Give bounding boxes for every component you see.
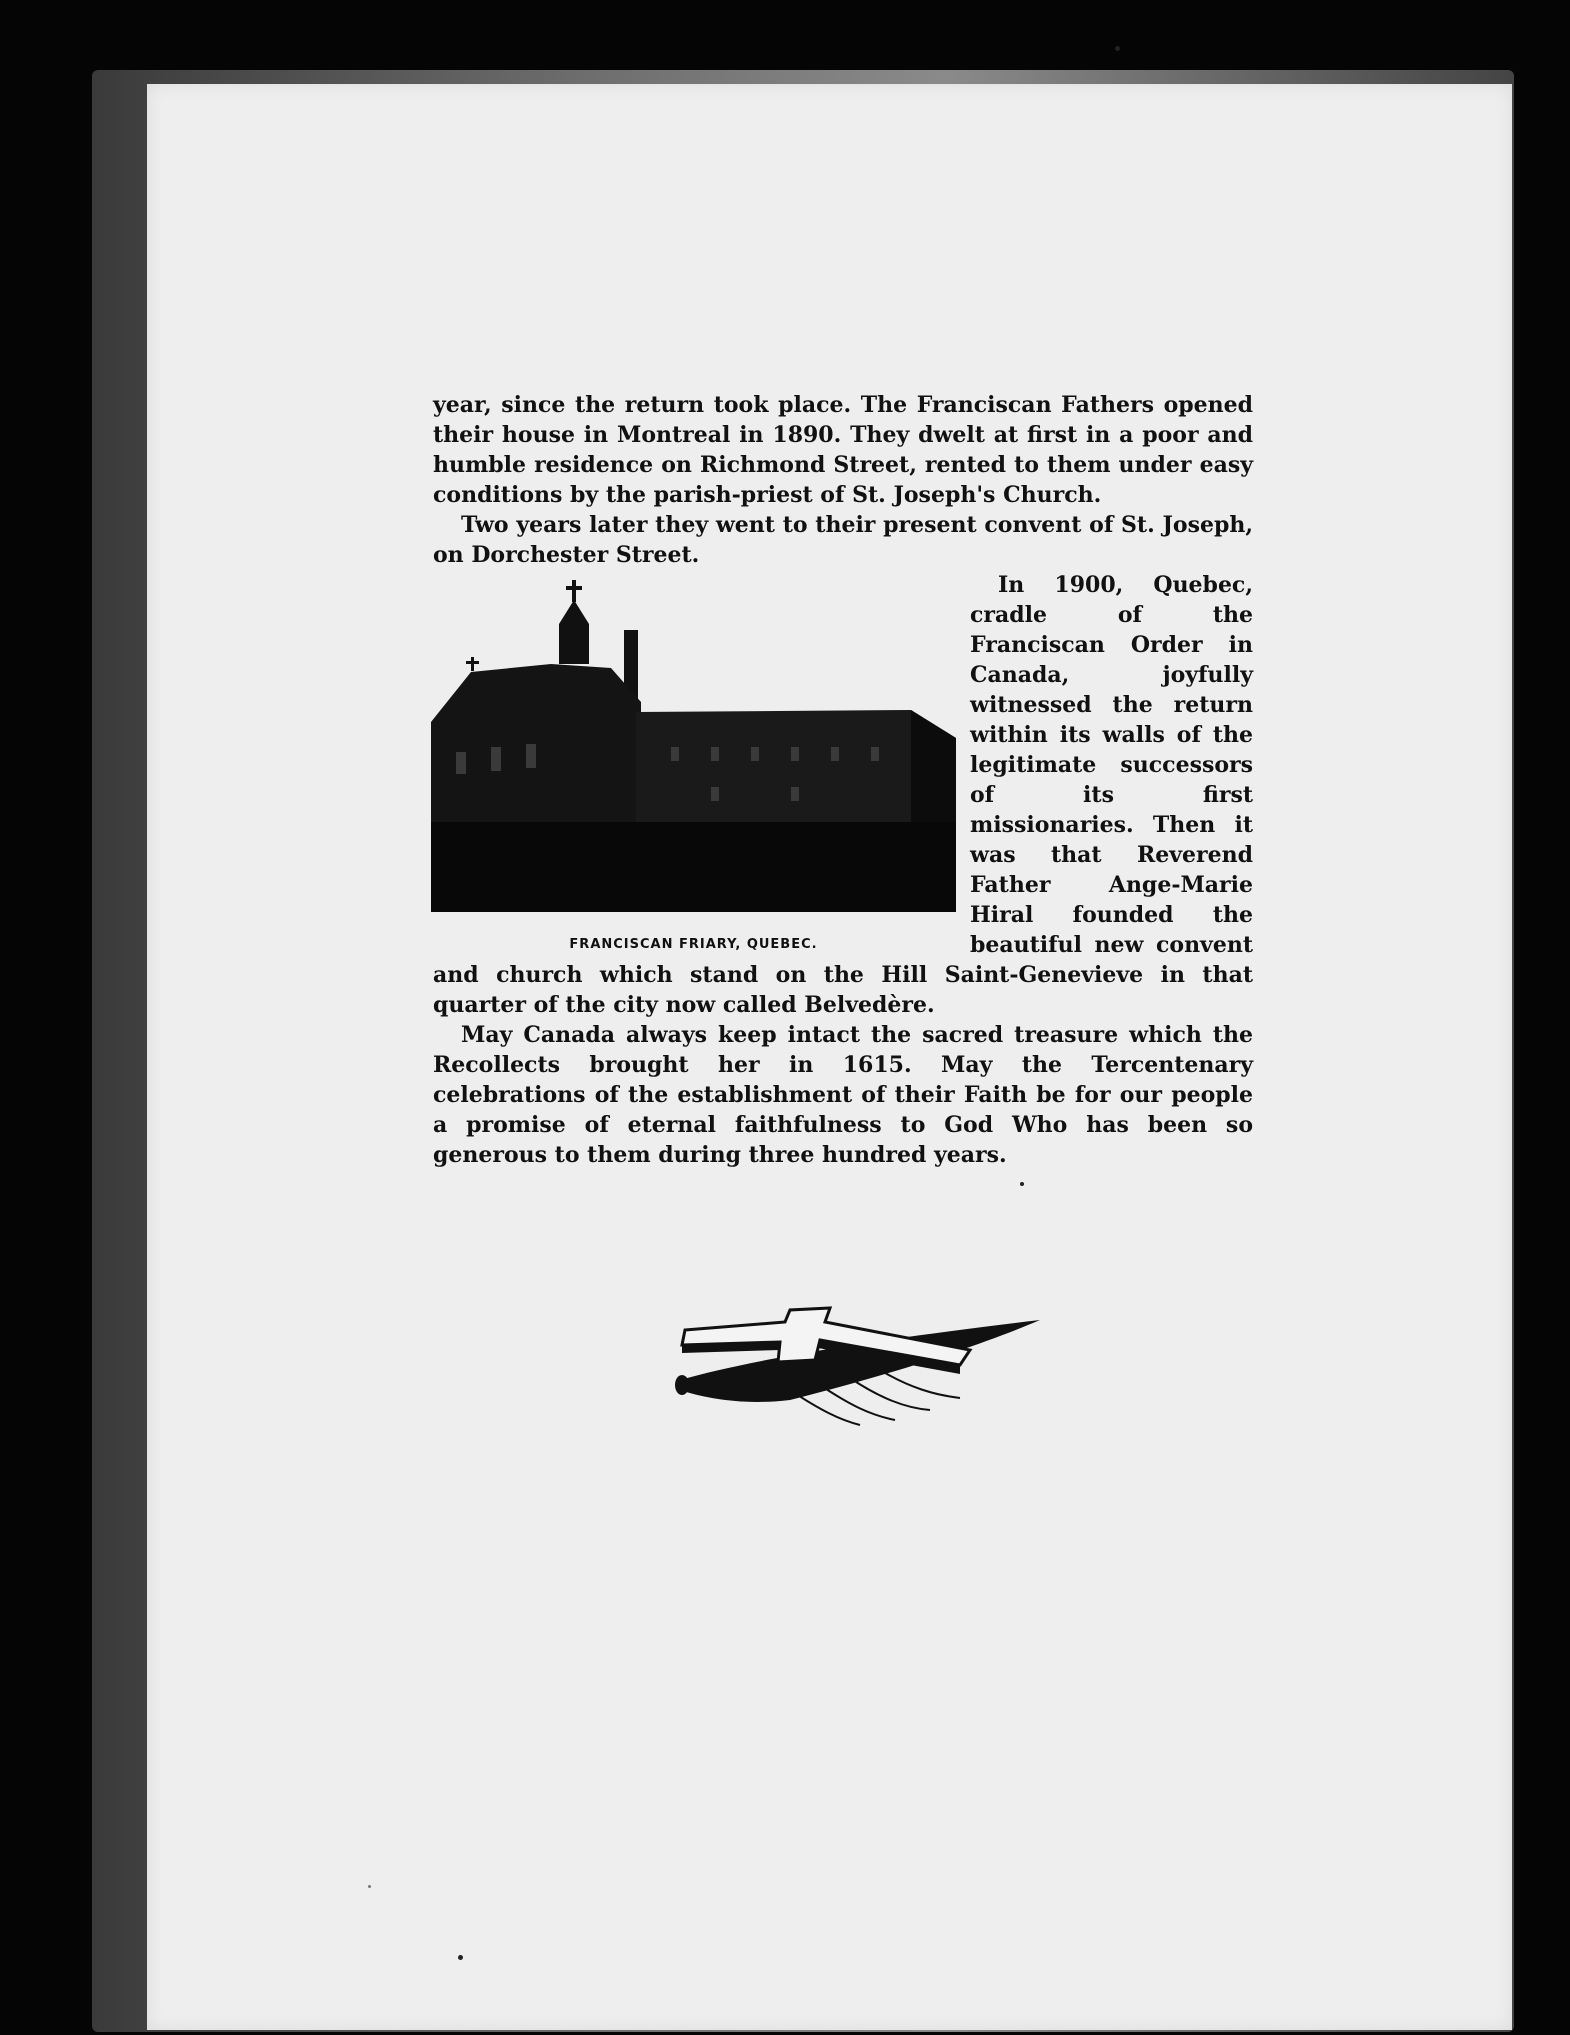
cross-and-palm-icon — [670, 1290, 1050, 1440]
scan-speck — [1020, 1182, 1024, 1186]
friary-photo-icon — [431, 572, 956, 912]
paragraph-tercentenary: May Canada always keep intact the sacred treasure which the Recollects brought her in 1615. May the Tercentenary celebrations of the establishment of their Faith be for our people a promise of eternal faithfulness to God Who has been so generous to them during three hundred years. — [433, 1022, 1253, 1168]
friary-figure — [431, 570, 956, 960]
body-text — [433, 390, 1253, 1170]
scan-speck — [368, 1885, 371, 1888]
scan-speck — [1115, 46, 1120, 51]
paragraph-montreal: year, since the return took place. The Franciscan Fathers opened their house in Montreal in 1890. They dwelt at first in a poor and humble residence on Richmond Street, rented to them under easy conditions by the parish-priest of St. Joseph's Church. — [433, 392, 1253, 508]
scan-speck — [458, 1955, 463, 1960]
paragraph-dorchester: Two years later they went to their present convent of St. Joseph, on Dorchester Street. — [433, 512, 1253, 568]
figure-caption: FRANCISCAN FRIARY, QUEBEC. — [569, 937, 818, 952]
paragraph-quebec: In 1900, Quebec, cradle of the Franciscan Order in Canada, joyfully witnessed the return within its walls of the legitimate successors of its first missionaries. Then it was that Reverend Father Ange-Marie Hiral founded the beautiful new convent and church which stand on the Hill Saint-Genevieve in that quarter of the city now called Belvedère. — [433, 572, 1253, 1018]
